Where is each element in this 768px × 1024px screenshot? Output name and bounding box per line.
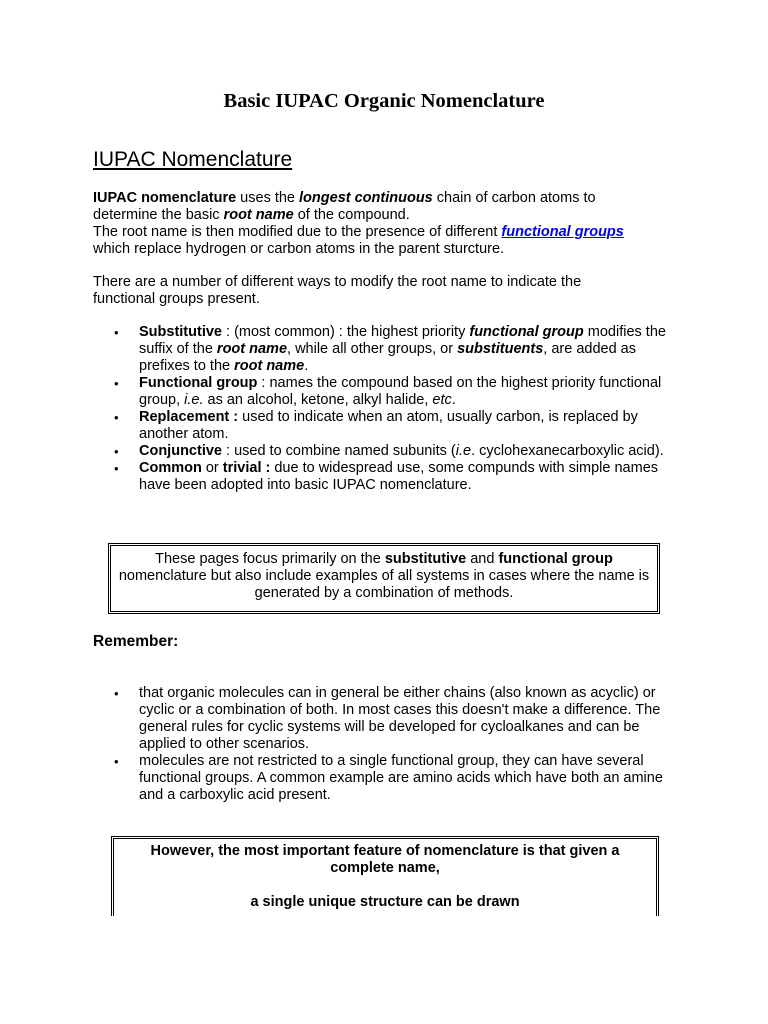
- page-title: Basic IUPAC Organic Nomenclature: [223, 90, 545, 112]
- list-item: • that organic molecules can in general be either chains (also known as acyclic) or cyclic or a combination of both. In most cases this doesn't make a difference. The general rules for cyclic systems will be developed for cycloalkanes and can be applied to other scenarios.: [93, 685, 683, 753]
- intro-paragraph: IUPAC nomenclature uses the longest continuous chain of carbon atoms to determine the basic root name of the compound. The root name is then modified due to the presence of different functional groups which replace hydrogen or carbon atoms in the parent sturcture.: [93, 190, 624, 257]
- key-feature-box: [111, 836, 659, 916]
- list-item-substitutive: • Substitutive : (most common) : the highest priority functional group modifies the suffix of the root name, while all other groups, or substituents, are added as prefixes to the root name.: [93, 324, 683, 375]
- intro-bold-term: IUPAC nomenclature: [93, 190, 237, 206]
- remember-list: [93, 685, 683, 804]
- functional-groups-link[interactable]: functional groups: [501, 224, 624, 240]
- key-feature-line: a single unique structure can be drawn: [250, 894, 520, 910]
- methods-intro-paragraph: There are a number of different ways to modify the root name to indicate the functional groups present.: [93, 274, 582, 307]
- key-feature-line: However, the most important feature of nomenclature is that given a complete name,: [150, 843, 620, 876]
- list-item-conjunctive: • Conjunctive : used to combine named subunits (i.e. cyclohexanecarboxylic acid).: [93, 443, 683, 460]
- section-heading: IUPAC Nomenclature: [93, 148, 293, 171]
- remember-heading: Remember:: [93, 633, 179, 650]
- list-item: • molecules are not restricted to a single functional group, they can have several functional groups. A common example are amino acids which have both an amine and a carboxylic acid present.: [93, 753, 683, 804]
- list-item-replacement: • Replacement : used to indicate when an atom, usually carbon, is replaced by another atom.: [93, 409, 683, 443]
- focus-note-box: These pages focus primarily on the substitutive and functional group nomenclature but also include examples of all systems in cases where the name is generated by a combination of methods.: [108, 543, 660, 614]
- list-item-functional-group: • Functional group : names the compound based on the highest priority functional group, i.e. as an alcohol, ketone, alkyl halide, etc.: [93, 375, 683, 409]
- naming-methods-list: [93, 324, 683, 494]
- list-item-common: • Common or trivial : due to widespread use, some compunds with simple names have been adopted into basic IUPAC nomenclature.: [93, 460, 683, 494]
